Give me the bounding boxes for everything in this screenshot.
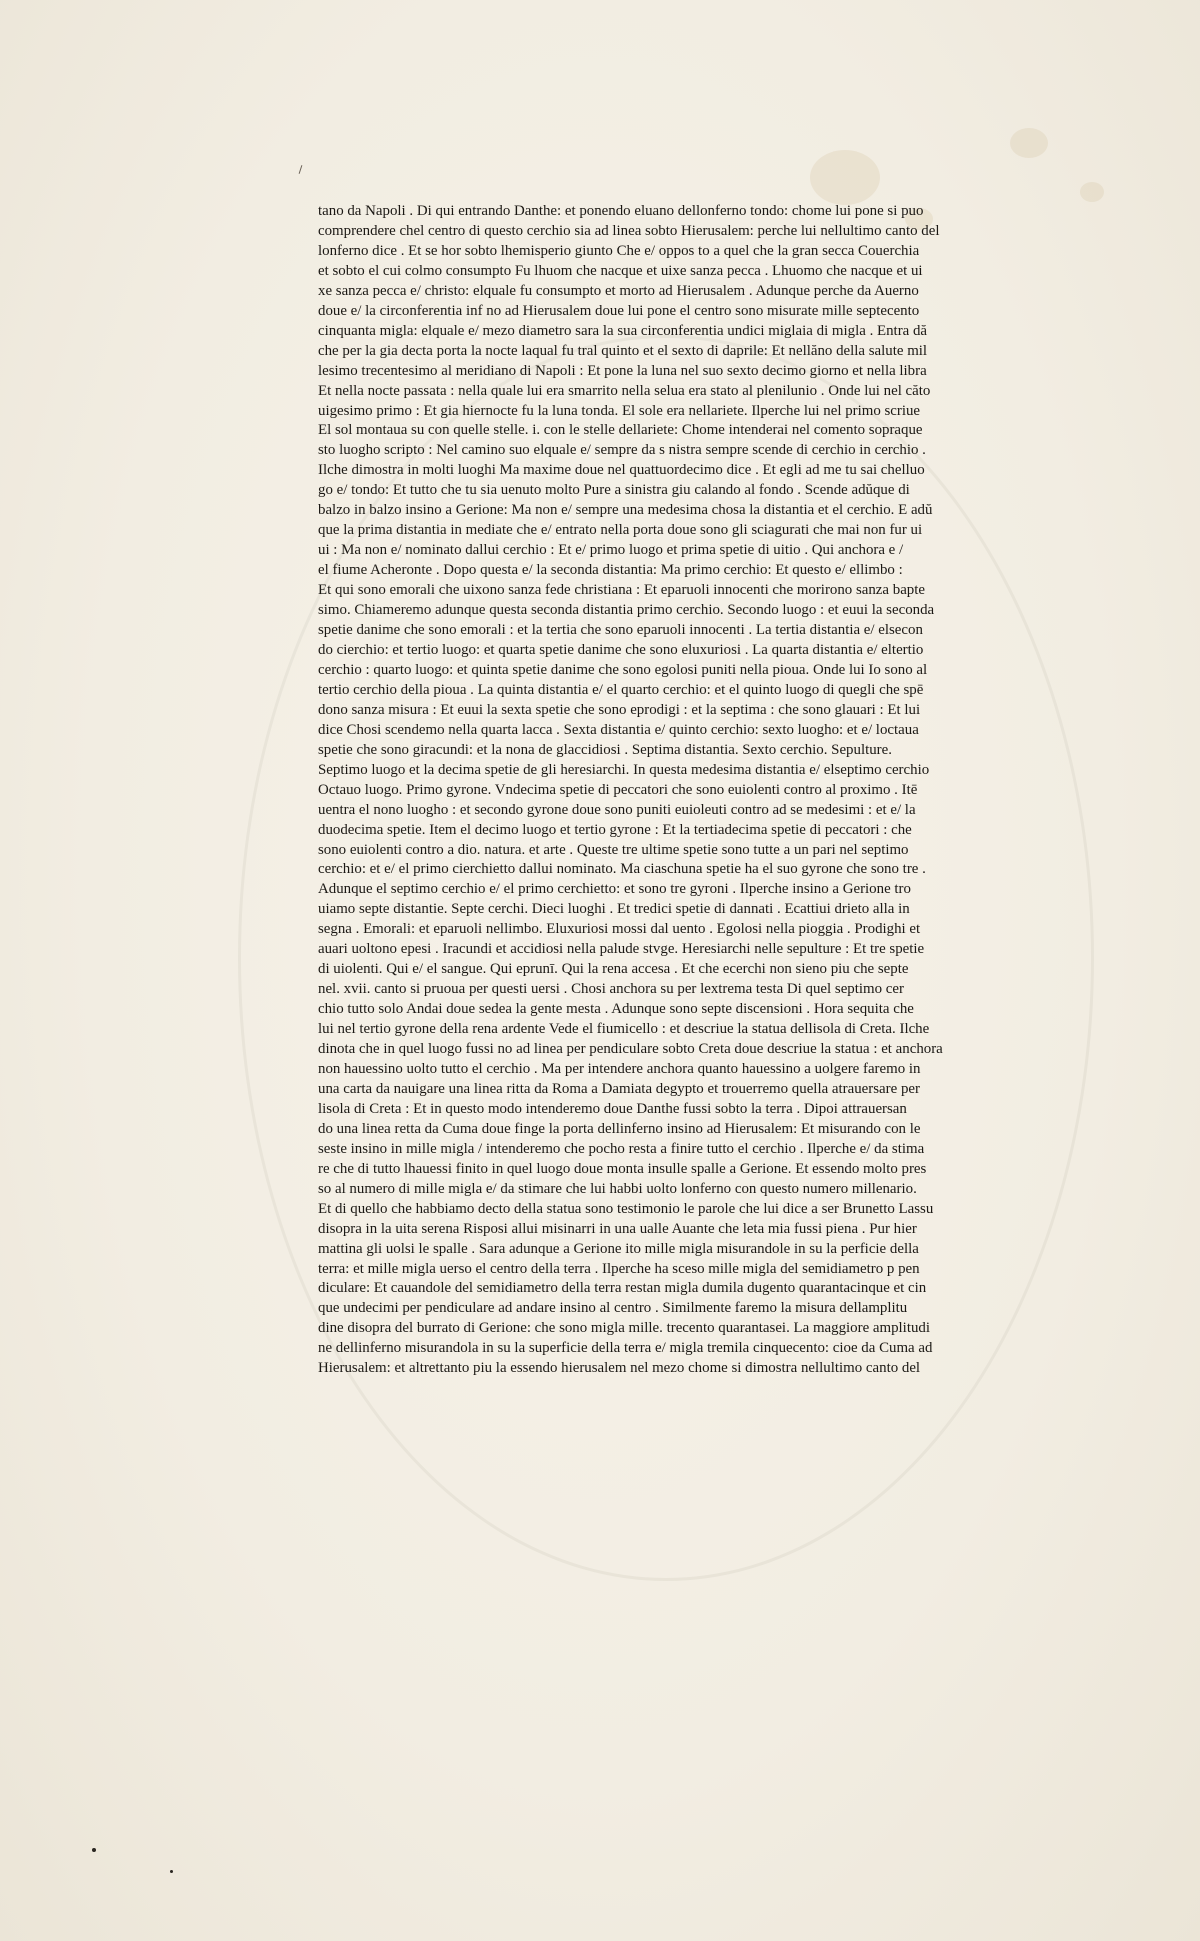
text-line: sono euiolenti contro a dio. natura. et arte . Queste tre ultime spetie sono tutte a un pari nel septimo <box>318 841 909 858</box>
text-line: do una linea retta da Cuma doue finge la porta dellinferno insino ad Hierusalem: Et misurando con le <box>318 1120 921 1137</box>
text-line: ne dellinferno misurandola in su la superficie della terra e/ migla tremila cinquecento: cioe da Cuma ad <box>318 1340 933 1357</box>
text-line: mattina gli uolsi le spalle . Sara adunque a Gerione ito mille migla misurandole in su la perficie della <box>318 1240 919 1257</box>
text-line: lesimo trecentesimo al meridiano di Napoli : Et pone la luna nel suo sexto decimo giorno et nella libra <box>318 362 927 379</box>
text-line: auari uoltono epesi . Iracundi et accidiosi nella palude stvge. Heresiarchi nelle sepulture : Et tre spetie <box>318 941 925 958</box>
text-line: go e/ tondo: Et tutto che tu sia uenuto molto Pure a sinistra giu calando al fondo . Scende adŭque di <box>318 482 910 499</box>
text-line: lui nel tertio gyrone della rena ardente Vede el fiumicello : et descriue la statua dellisola di Creta. Ilche <box>318 1021 930 1038</box>
text-line: que undecimi per pendiculare ad andare insino al centro . Similmente faremo la misura dellamplitu <box>318 1300 908 1317</box>
text-line: nel. xvii. canto si pruoua per questi uersi . Chosi anchora su per lextrema testa Di quel septimo cer <box>318 981 904 998</box>
text-line: comprendere chel centro di questo cerchio sia ad linea sobto Hierusalem: perche lui nellultimo canto del <box>318 222 940 239</box>
text-line: re che di tutto lhauessi finito in quel luogo doue monta insulle spalle a Gerione. Et essendo molto pres <box>318 1160 927 1177</box>
paper-stain <box>1010 128 1048 158</box>
text-line: cerchio : quarto luogo: et quinta spetie danime che sono egolosi puniti nella pioua. Onde lui Io sono al <box>318 661 928 678</box>
text-line: do cierchio: et tertio luogo: et quarta spetie danime che sono eluxuriosi . La quarta distantia e/ eltertio <box>318 641 924 658</box>
paper-speck <box>170 1870 173 1873</box>
text-line: Et nella nocte passata : nella quale lui era smarrito nella selua era stato al plenilunio . Onde lui nel căto <box>318 382 931 399</box>
text-line: Et di quello che habbiamo decto della statua sono testimonio le parole che lui dice a ser Brunetto Lassu <box>318 1200 934 1217</box>
body-text <box>318 202 1086 1379</box>
text-line: segna . Emorali: et eparuoli nellimbo. Eluxuriosi mossi dal uento . Egolosi nella pioggia . Prodighi et <box>318 921 921 938</box>
text-line: di uiolenti. Qui e/ el sangue. Qui eprunī. Qui la rena accesa . Et che ecerchi non sieno piu che septe <box>318 961 909 978</box>
text-line: que la prima distantia in mediate che e/ entrato nella porta doue sono gli sciagurati che mai non fur ui <box>318 522 923 539</box>
text-line: Adunque el septimo cerchio e/ el primo cerchietto: et sono tre gyroni . Ilperche insino a Gerione tro <box>318 881 911 898</box>
text-line: dinota che in quel luogo fussi no ad linea per pendiculare sobto Creta doue descriue la statua : et anchora <box>318 1041 943 1058</box>
text-line: terra: et mille migla uerso el centro della terra . Ilperche ha sceso mille migla del semidiametro p pen <box>318 1260 920 1277</box>
text-line: uiamo septe distantie. Septe cerchi. Dieci luoghi . Et tredici spetie di dannati . Ecattiui drieto alla in <box>318 901 910 918</box>
text-line: Hierusalem: et altrettanto piu la essendo hierusalem nel mezo chome si dimostra nellultimo canto del <box>318 1360 921 1377</box>
paper-mark <box>299 165 303 174</box>
text-line: spetie che sono giracundi: et la nona de glaccidiosi . Septima distantia. Sexto cerchio. Sepulture. <box>318 741 892 758</box>
text-line: El sol montaua su con quelle stelle. i. con le stelle dellariete: Chome intenderai nel comento sopraque <box>318 422 923 439</box>
text-line: balzo in balzo insino a Gerione: Ma non e/ sempre una medesima chosa la distantia et el cerchio. E adŭ <box>318 502 933 519</box>
text-line: una carta da nauigare una linea ritta da Roma a Damiata degypto et trouerremo quella atrauersare per <box>318 1080 920 1097</box>
text-line: simo. Chiameremo adunque questa seconda distantia primo cerchio. Secondo luogo : et euui la seconda <box>318 602 935 619</box>
text-line: Et qui sono emorali che uixono sanza fede christiana : Et eparuoli innocenti che morirono sanza bapte <box>318 582 925 599</box>
text-line: dine disopra del burrato di Gerione: che sono migla mille. trecento quarantasei. La maggiore amplitudi <box>318 1320 930 1337</box>
text-line: Ilche dimostra in molti luoghi Ma maxime doue nel quattuordecimo dice . Et egli ad me tu sai chelluo <box>318 462 925 479</box>
text-line: non hauessino uolto tutto el cerchio . Ma per intendere anchora quanto hauessino a uolgere faremo in <box>318 1060 921 1077</box>
text-line: uentra el nono luogho : et secondo gyrone doue sono puniti euioleuti contro ad se medesimi : et e/ la <box>318 801 916 818</box>
text-line: duodecima spetie. Item el decimo luogo et tertio gyrone : Et la tertiadecima spetie di peccatori : che <box>318 821 912 838</box>
text-line: dice Chosi scendemo nella quarta lacca . Sexta distantia e/ quinto cerchio: sexto luogho: et e/ loctaua <box>318 721 919 738</box>
text-line: uigesimo primo : Et gia hiernocte fu la luna tonda. El sole era nellariete. Ilperche lui nel primo scriue <box>318 402 921 419</box>
text-line: dono sanza misura : Et euui la sexta spetie che sono eprodigi : et la septima : che sono glauari : Et lui <box>318 701 921 718</box>
text-line: sto luogho scripto : Nel camino suo elquale e/ sempre da s nistra sempre scende di cerchio in cerchio . <box>318 442 926 459</box>
text-line: tertio cerchio della pioua . La quinta distantia e/ el quarto cerchio: et el quinto luogo di quegli che spē <box>318 681 924 698</box>
text-line: tano da Napoli . Di qui entrando Danthe: et ponendo eluano dellonferno tondo: chome lui pone si puo <box>318 203 924 219</box>
text-line: el fiume Acheronte . Dopo questa e/ la seconda distantia: Ma primo cerchio: Et questo e/ ellimbo : <box>318 562 903 579</box>
text-line: doue e/ la circonferentia inf no ad Hierusalem doue lui pone el centro sono misurate mille septecento <box>318 302 920 319</box>
text-line: cerchio: et e/ el primo cierchietto dallui nominato. Ma ciaschuna spetie ha el suo gyrone che sono tre . <box>318 861 926 878</box>
text-line: Septimo luogo et la decima spetie de gli heresiarchi. In questa medesima distantia e/ elseptimo cerchio <box>318 761 930 778</box>
text-line: lisola di Creta : Et in questo modo intenderemo doue Danthe fussi sobto la terra . Dipoi attrauersan <box>318 1100 907 1117</box>
text-line: ui : Ma non e/ nominato dallui cerchio : Et e/ primo luogo et prima spetie di uitio . Qui anchora e / <box>318 542 904 559</box>
text-line: lonferno dice . Et se hor sobto lhemisperio giunto Che e/ oppos to a quel che la gran secca Couerchia <box>318 242 920 259</box>
paper-stain <box>810 150 880 205</box>
text-line: Octauo luogo. Primo gyrone. Vndecima spetie di peccatori che sono euiolenti contro al proximo . Itē <box>318 781 918 798</box>
paper-speck <box>92 1848 96 1852</box>
text-line: spetie danime che sono emorali : et la tertia che sono eparuoli innocenti . La tertia distantia e/ elsecon <box>318 622 923 639</box>
text-line: chio tutto solo Andai doue sedea la gente mesta . Adunque sono septe discensioni . Hora sequita che <box>318 1001 914 1018</box>
text-line: disopra in la uita serena Risposi allui misinarri in una ualle Auante che leta mia fussi piena . Pur hier <box>318 1220 917 1237</box>
text-line: cinquanta migla: elquale e/ mezo diametro sara la sua circonferentia undici miglaia di migla . Entra dă <box>318 322 928 339</box>
text-line: che per la gia decta porta la nocte laqual fu tral quinto et el sexto di daprile: Et nellăno della salute mil <box>318 342 928 359</box>
text-line: xe sanza pecca e/ christo: elquale fu consumpto et morto ad Hierusalem . Adunque perche da Auerno <box>318 282 919 299</box>
text-line: so al numero di mille migla e/ da stimare che lui habbi uolto lonferno con questo numero millenario. <box>318 1180 917 1197</box>
text-line: diculare: Et cauandole del semidiametro della terra restan migla dumila dugento quarantacinque et cin <box>318 1280 927 1297</box>
text-line: et sobto el cui colmo consumpto Fu lhuom che nacque et uixe sanza pecca . Lhuomo che nacque et ui <box>318 262 923 279</box>
paper-stain <box>1080 182 1104 202</box>
text-line: seste insino in mille migla / intenderemo che pocho resta a finire tutto el cerchio . Ilperche e/ da stima <box>318 1140 925 1157</box>
